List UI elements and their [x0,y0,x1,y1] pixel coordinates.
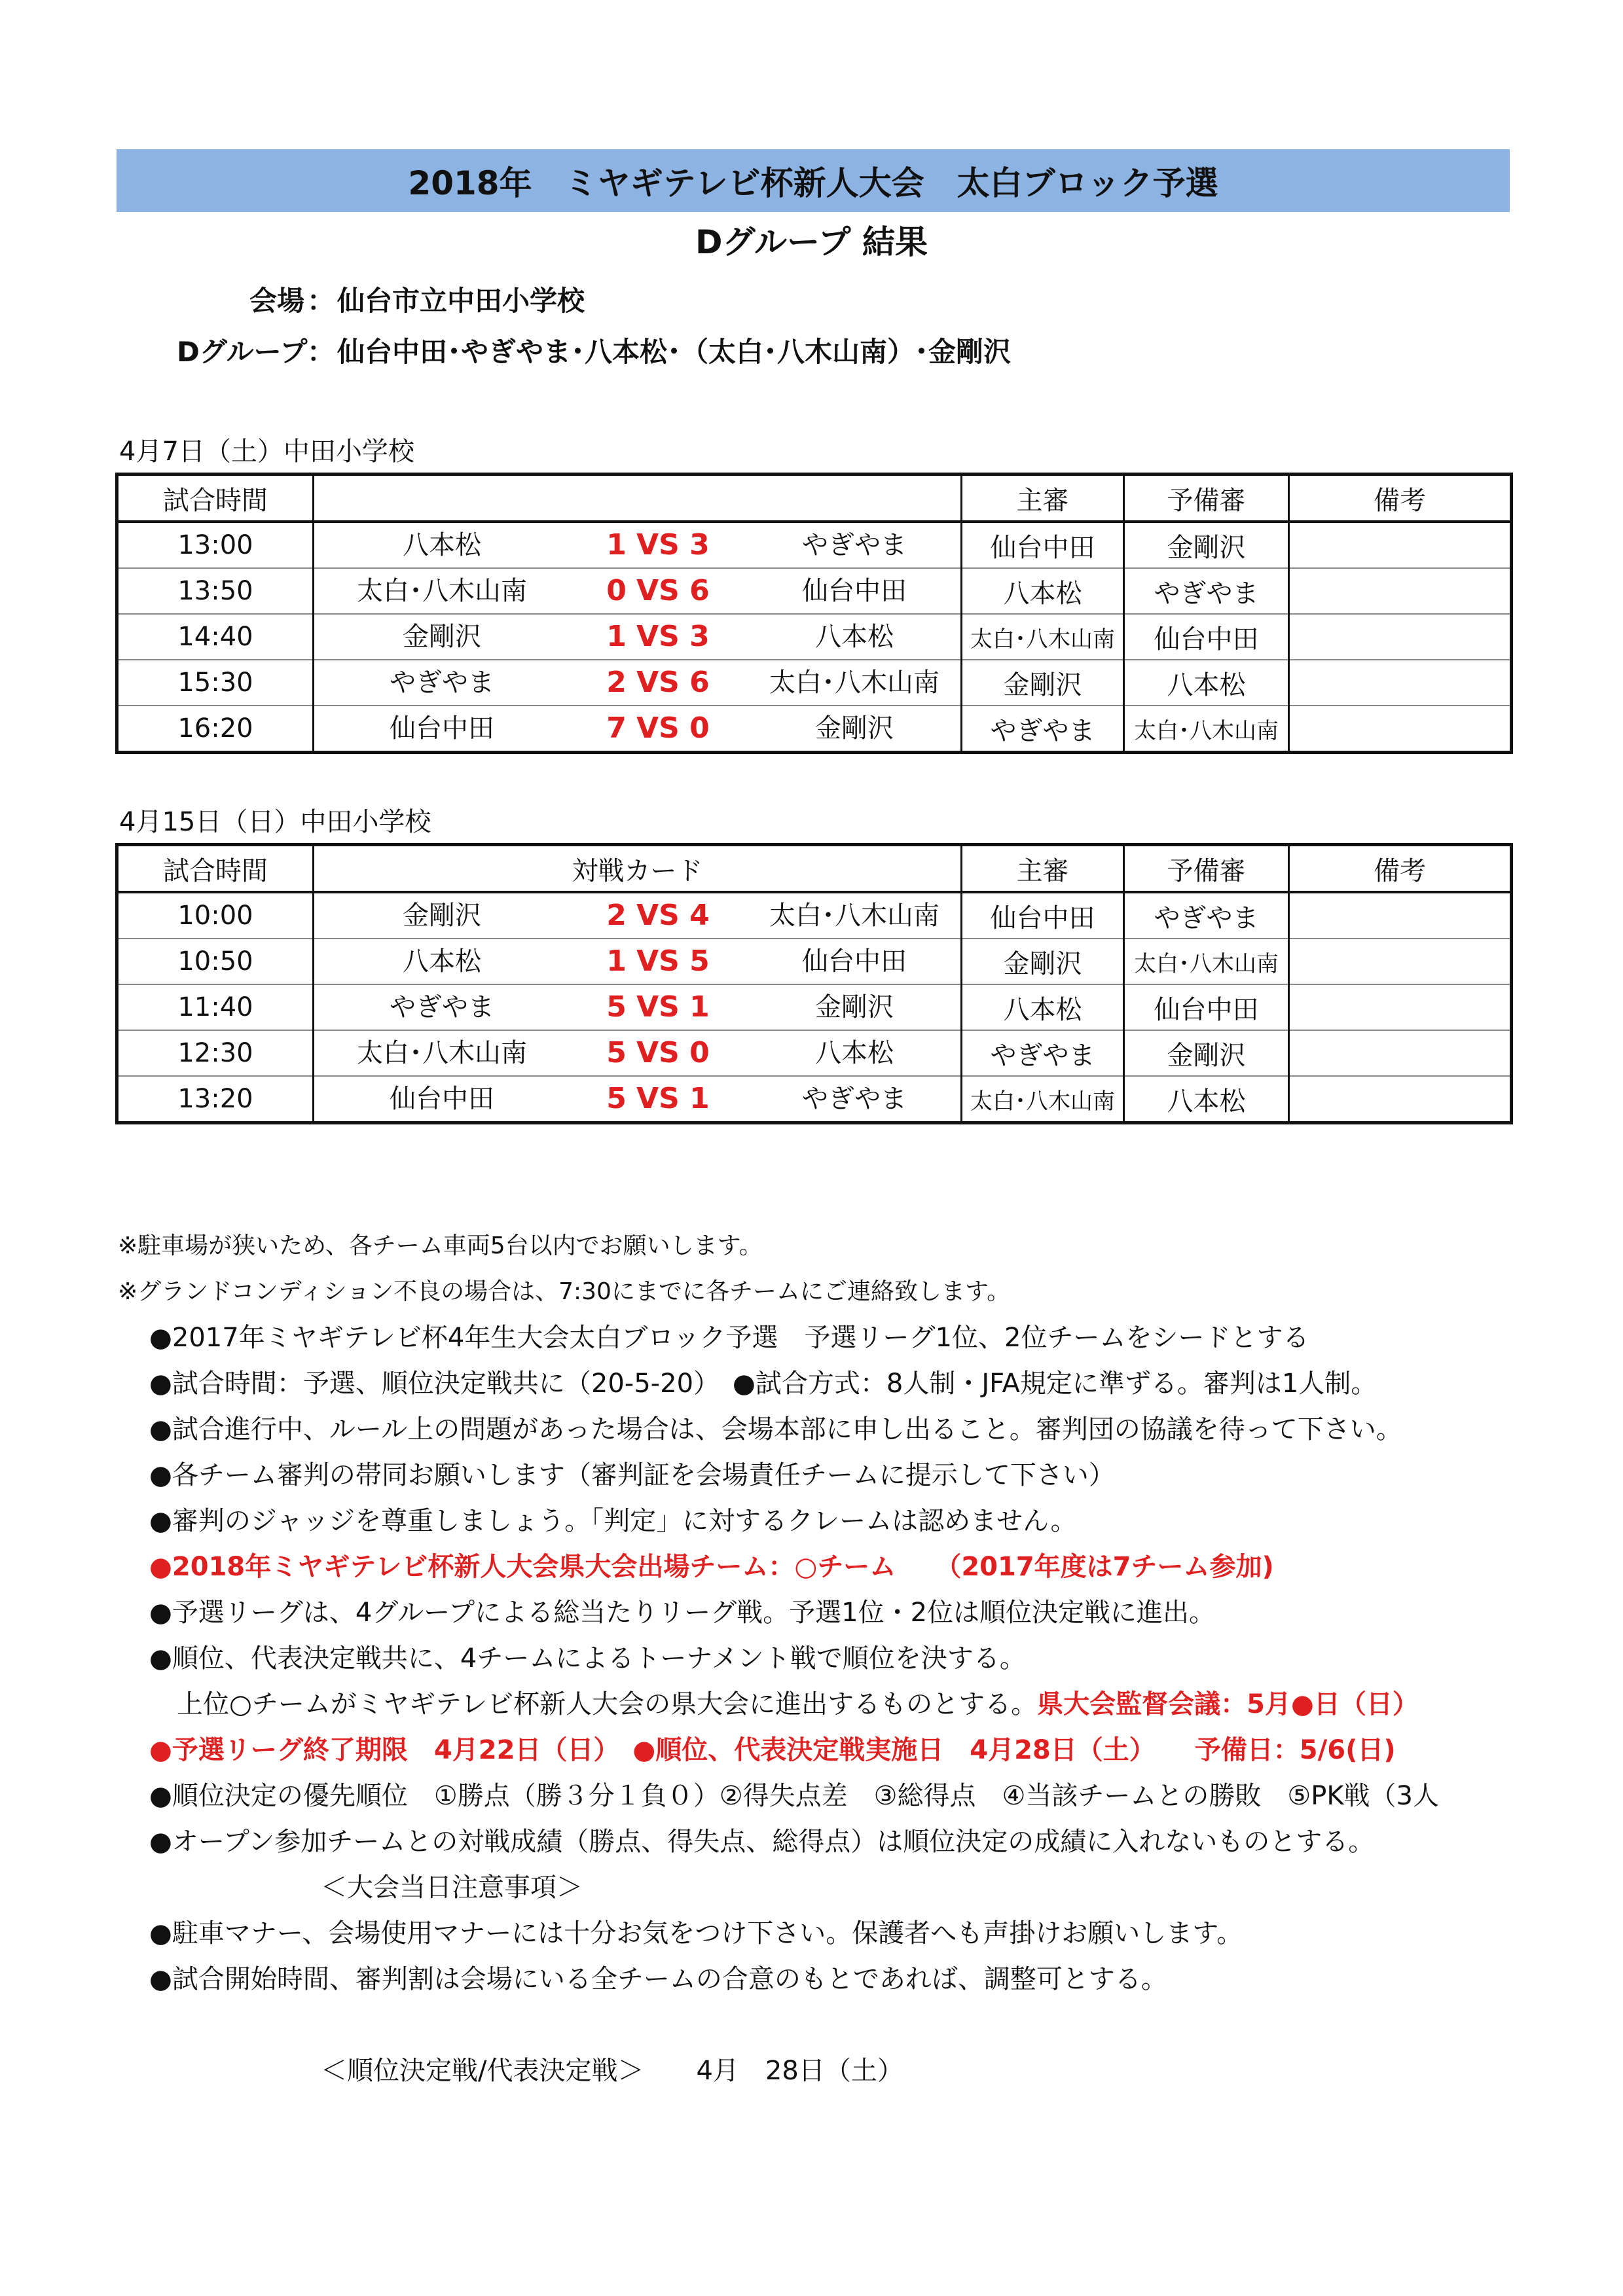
away-team: やぎやま [802,530,907,560]
table-row [117,660,1512,706]
score: 5 VS 1 [606,1082,710,1115]
cell-time: 13:50 [117,568,314,614]
header-time: 試合時間 [117,845,314,893]
home-team: やぎやま [390,668,494,698]
bullet-deadlines: ●予選リーグ終了期限 4月22日（日） ●順位、代表決定戦実施日 4月28日（土） 予備日：5/6(日) [149,1735,1396,1765]
away-team: 仙台中田 [802,946,907,977]
cell-remarks [1289,522,1512,568]
away-team: やぎやま [802,1084,907,1114]
cell-reserve: 太白･八木山南 [1124,706,1289,753]
cell-reserve: 八本松 [1124,660,1289,706]
heading-finals: ＜順位決定戦/代表決定戦＞ 4月 28日（土） [321,2056,903,2086]
cell-time: 13:20 [177,1084,253,1114]
header-remarks: 備考 [1289,845,1512,893]
venue-label: 会場 [249,285,304,317]
bullet-adjustment: ●試合開始時間、審判割は会場にいる全チームの合意のもとであれば、調整可とする。 [149,1964,1167,1994]
venue-line [177,281,585,321]
score: 7 VS 0 [606,711,710,745]
score: 5 VS 0 [606,1036,710,1069]
note-parking: ※駐車場が狭いため、各チーム車両5台以内でお願いします。 [118,1232,763,1259]
bullet-open-teams: ●オープン参加チームとの対戦成績（勝点、得失点、総得点）は順位決定の成績に入れないものとする。 [149,1827,1375,1857]
home-team: 太白･八木山南 [357,1038,527,1068]
bullet-ranking-priority: ●順位決定の優先順位 ①勝点（勝３分１負０）②得失点差 ③総得点 ④当該チームとの勝敗 ⑤PK戦（3人 [149,1781,1439,1811]
cell-time: 12:30 [117,1030,314,1076]
score: 1 VS 3 [606,620,710,653]
table-row [117,984,1512,1030]
score: 1 VS 3 [606,528,710,562]
cell-referee: やぎやま [962,706,1124,753]
score: 2 VS 6 [606,666,710,699]
bullet-prefectural-teams: ●2018年ミヤギテレビ杯新人大会県大会出場チーム：○チーム （2017年度は7チーム参加) [149,1552,1274,1582]
bullet-referee-accompany: ●各チーム審判の帯同お願いします（審判証を会場責任チームに提示して下さい） [149,1460,1115,1490]
cell-reserve: 金剛沢 [1124,1030,1289,1076]
score: 0 VS 6 [606,574,710,607]
away-team: 八本松 [815,1038,894,1068]
cell-reserve: 金剛沢 [1124,522,1289,568]
header-time: 試合時間 [117,475,314,522]
cell-time: 11:40 [117,984,314,1030]
cell-remarks [1289,1076,1512,1123]
cell-remarks [1289,892,1512,939]
group-line [177,332,1011,372]
table-row [117,522,1512,568]
cell-time: 14:40 [117,614,314,660]
home-team: 金剛沢 [403,901,481,931]
cell-time: 10:00 [117,892,314,939]
header-referee: 主審 [962,845,1124,893]
day2-heading: 4月15日（日）中田小学校 [119,807,431,837]
cell-referee: 八本松 [962,568,1124,614]
bullet-seed: ●2017年ミヤギテレビ杯4年生大会太白ブロック予選 予選リーグ1位、2位チームをシードとする [149,1323,1309,1353]
away-team: 金剛沢 [815,992,894,1022]
note-ground: ※グランドコンディション不良の場合は、7:30にまでに各チームにご連絡致します。 [118,1278,1011,1305]
group-value: 仙台中田･やぎやま･八本松･（太白･八木山南）･金剛沢 [337,336,1012,368]
cell-referee: 八本松 [962,984,1124,1030]
cell-time: 16:20 [177,713,253,744]
cell-referee: やぎやま [962,1030,1124,1076]
cell-remarks [1289,660,1512,706]
cell-remarks [1289,984,1512,1030]
cell-remarks [1289,568,1512,614]
cell-referee: 仙台中田 [962,522,1124,568]
cell-time: 10:50 [117,939,314,984]
cell-remarks [1289,706,1512,753]
header-reserve: 予備審 [1124,845,1289,893]
table-header-row [117,475,1512,522]
cell-referee: 金剛沢 [962,939,1124,984]
cell-referee: 太白･八木山南 [962,614,1124,660]
cell-time: 15:30 [117,660,314,706]
cell-referee: 仙台中田 [962,892,1124,939]
bullet-tournament: ●順位、代表決定戦共に、4チームによるトーナメント戦で順位を決する。 [149,1643,1026,1674]
manager-meeting: 県大会監督会議：5月●日（日） [1037,1689,1419,1719]
cell-reserve: 八本松 [1124,1076,1289,1123]
cell-reserve: 仙台中田 [1124,984,1289,1030]
cell-match [314,892,962,939]
cell-referee: 金剛沢 [962,660,1124,706]
cell-reserve: 太白･八木山南 [1124,939,1289,984]
away-team: 金剛沢 [815,713,894,744]
cell-reserve: 仙台中田 [1124,614,1289,660]
bullet-league: ●予選リーグは、4グループによる総当たりリーグ戦。予選1位・2位は順位決定戦に進出。 [149,1598,1216,1628]
advance-text: 上位○チームがミヤギテレビ杯新人大会の県大会に進出するものとする。 [177,1689,1038,1719]
day1-heading: 4月7日（土）中田小学校 [119,437,414,467]
home-team: 八本松 [403,530,481,560]
cell-match [314,984,962,1030]
table-header-row [117,845,1512,893]
venue-sep: ： [306,285,335,317]
table-row [117,614,1512,660]
header-reserve: 予備審 [1124,475,1289,522]
header-referee: 主審 [962,475,1124,522]
title-banner [117,149,1510,212]
day2-table [115,843,1513,1124]
score: 2 VS 4 [606,899,710,932]
page-title: 2018年 ミヤギテレビ杯新人大会 太白ブロック予選 [408,164,1218,202]
table-row [117,1076,1512,1123]
cell-match [314,660,962,706]
score: 1 VS 5 [606,944,710,978]
table-row [117,706,1512,753]
cell-remarks [1289,614,1512,660]
page-subtitle: Dグループ 結果 [695,223,928,261]
header-match [314,475,962,522]
away-team: 太白･八木山南 [769,668,939,698]
cell-match [314,706,962,753]
bullet-rule-issue: ●試合進行中、ルール上の問題があった場合は、会場本部に申し出ること。審判団の協議を待って下さい。 [149,1414,1402,1444]
cell-match [314,1030,962,1076]
cell-match [314,1076,962,1123]
cell-reserve: やぎやま [1124,892,1289,939]
home-team: 太白･八木山南 [357,576,527,606]
home-team: 金剛沢 [403,622,481,652]
table-row [117,892,1512,939]
home-team: 仙台中田 [390,713,494,744]
away-team: 太白･八木山南 [769,901,939,931]
group-label: Dグループ [177,336,308,368]
day1-table [115,473,1513,754]
table-row [117,939,1512,984]
bullet-advance [177,1686,1419,1723]
table-row [117,1030,1512,1076]
away-team: 八本松 [815,622,894,652]
cell-match [314,614,962,660]
bullet-match-time: ●試合時間：予選、順位決定戦共に（20-5-20） ●試合方式：8人制・JFA規定に準ずる。審判は1人制。 [149,1369,1377,1399]
header-remarks: 備考 [1289,475,1512,522]
venue-value: 仙台市立中田小学校 [337,285,585,317]
heading-day-notes: ＜大会当日注意事項＞ [321,1873,583,1903]
home-team: 八本松 [403,946,481,977]
bullet-manners: ●駐車マナー、会場使用マナーには十分お気をつけ下さい。保護者へも声掛けお願いします。 [149,1918,1243,1948]
cell-referee: 太白･八木山南 [962,1076,1124,1123]
home-team: 仙台中田 [390,1084,494,1114]
cell-remarks [1289,1030,1512,1076]
bullet-respect-judge: ●審判のジャッジを尊重しましょう。「判定」に対するクレームは認めません。 [149,1506,1077,1536]
cell-remarks [1289,939,1512,984]
home-team: やぎやま [390,992,494,1022]
group-sep: ： [306,336,335,368]
cell-time: 13:00 [117,522,314,568]
score: 5 VS 1 [606,990,710,1024]
cell-reserve: やぎやま [1124,568,1289,614]
cell-match [314,568,962,614]
away-team: 仙台中田 [802,576,907,606]
header-match: 対戦カード [314,845,962,893]
table-row [117,568,1512,614]
cell-match [314,522,962,568]
cell-match [314,939,962,984]
